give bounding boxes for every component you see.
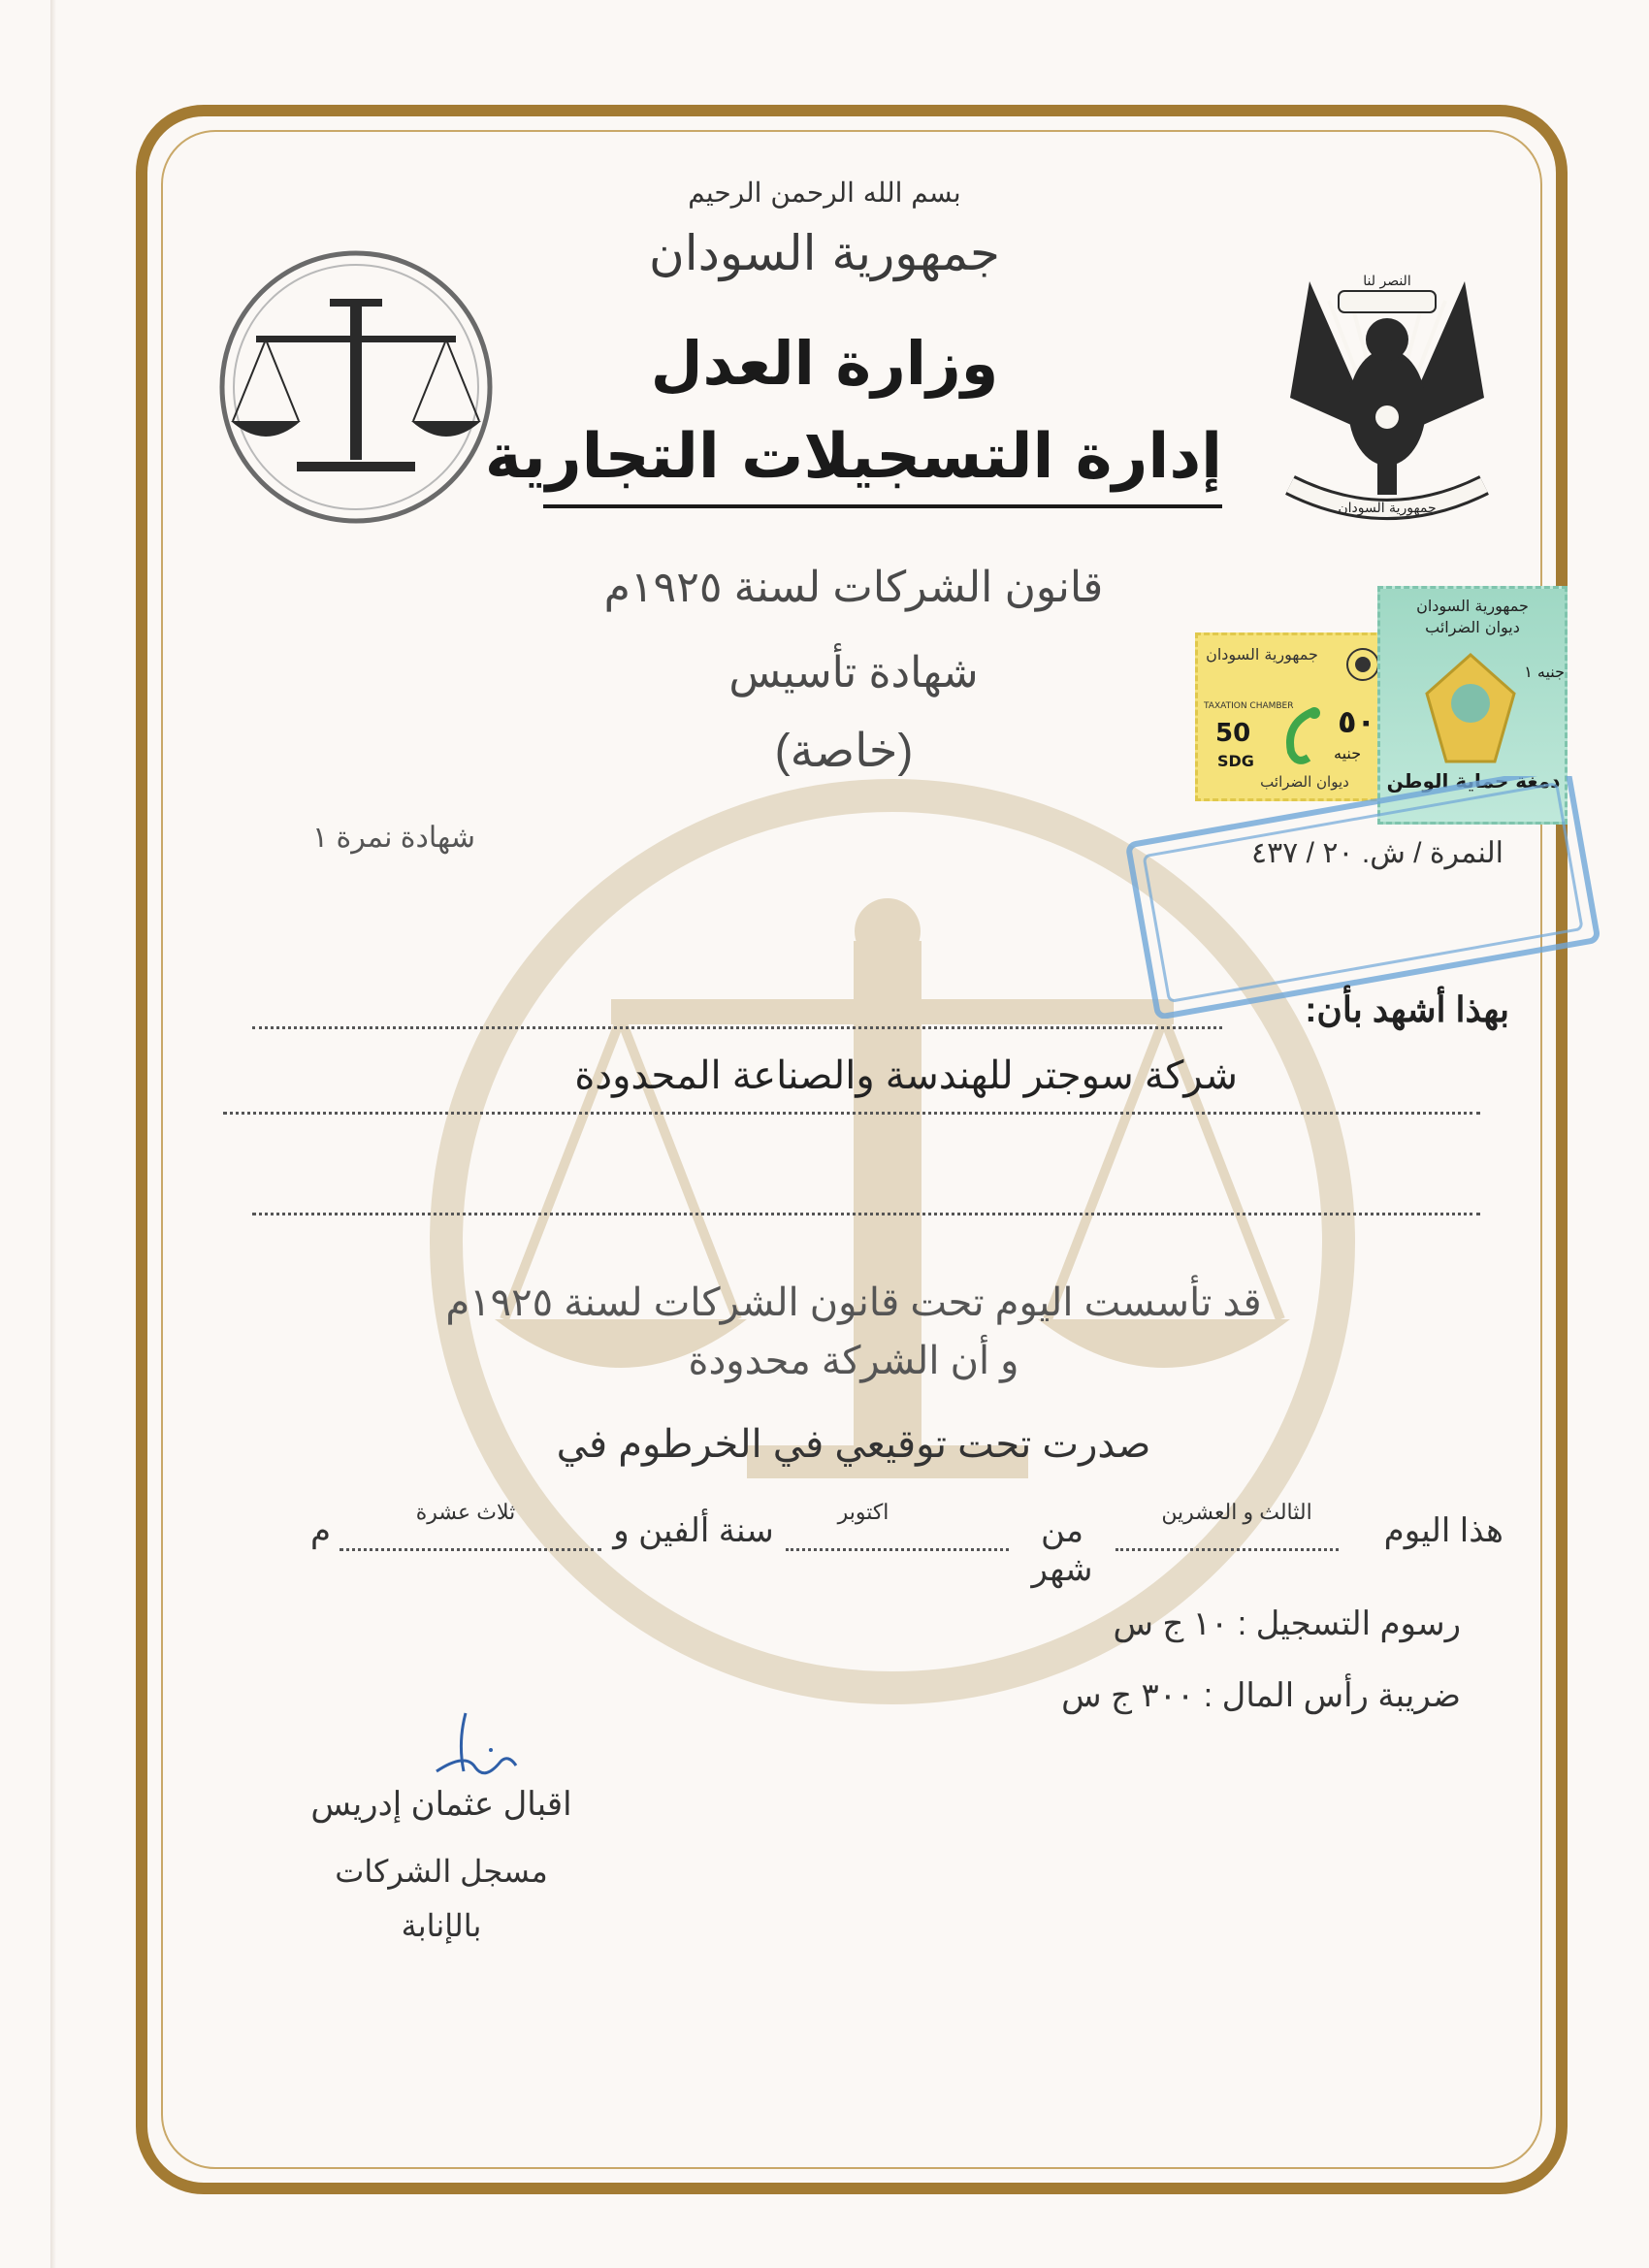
intro-dotted-line [252, 1026, 1222, 1029]
issued-statement: صدرت تحت توقيعي في الخرطوم في [556, 1423, 1151, 1466]
certificate-classification: (خاصة) [774, 726, 914, 777]
signatory-name: اقبال عثمان إدريس [310, 1786, 572, 1823]
stamp-leaf-icon [1276, 703, 1330, 771]
year-label: سنة ألفين و [613, 1512, 774, 1549]
page-left-edge [50, 0, 56, 2268]
this-day-label: هذا اليوم [1383, 1512, 1504, 1549]
signatory-capacity: بالإنابة [401, 1908, 482, 1943]
stamp-teal-header: جمهورية السودان [1416, 597, 1529, 615]
limited-liability-statement: و أن الشركة محدودة [688, 1340, 1019, 1382]
stamp-yellow-value-arabic: ٥٠ [1338, 703, 1376, 740]
stamp-yellow-chamber: TAXATION CHAMBER [1204, 701, 1294, 711]
registration-number: النمرة / ش. ٢٠ / ٤٣٧ [1250, 837, 1504, 869]
year-dotted-line [340, 1548, 601, 1551]
emblem-top-banner: النصر لنا [1363, 274, 1411, 289]
company-name: شركة سوجتر للهندسة والصناعة المحدودة [574, 1054, 1238, 1097]
certificate-type: شهادة تأسيس [728, 649, 979, 697]
certificate-number: شهادة نمرة ١ [312, 822, 475, 854]
registration-fees: رسوم التسجيل : ١٠ ج س [1113, 1605, 1461, 1642]
blank-dotted-line [252, 1213, 1480, 1215]
stamp-teal-subheader: ديوان الضرائب [1425, 618, 1520, 636]
department-title: إدارة التسجيلات التجارية [484, 421, 1223, 493]
month-label: من شهر [1031, 1512, 1093, 1588]
stamp-yellow-value-latin: 50 [1215, 719, 1251, 748]
scales-of-justice-logo-icon [215, 246, 497, 528]
stamp-teal-value: جنيه ١ [1524, 663, 1565, 681]
department-underline [543, 504, 1222, 508]
day-value: الثالث و العشرين [1161, 1500, 1312, 1524]
day-dotted-line [1116, 1548, 1339, 1551]
republic-name: جمهورية السودان [649, 225, 1000, 281]
month-value: اكتوبر [837, 1500, 889, 1524]
date-suffix: م [310, 1512, 332, 1549]
law-title: قانون الشركات لسنة ١٩٢٥م [603, 564, 1104, 611]
sudan-emblem-icon [1271, 262, 1504, 534]
blue-rubber-stamp-icon [1121, 776, 1606, 1019]
basmala: بسم الله الرحمن الرحيم [688, 177, 961, 209]
issue-date-row [310, 1500, 1504, 1588]
signatory-title: مسجل الشركات [335, 1854, 548, 1889]
certificate-intro: بهذا أشهد بأن: [1305, 989, 1509, 1029]
month-dotted-line [786, 1548, 1009, 1551]
stamp-yellow-currency-latin: SDG [1217, 752, 1254, 770]
stamp-yellow-currency-arabic: جنيه [1334, 744, 1362, 762]
company-dotted-line [223, 1112, 1480, 1115]
capital-tax: ضريبة رأس المال : ٣٠٠ ج س [1061, 1677, 1461, 1714]
stamp-teal-footer: دمغة حماية الوطن [1386, 769, 1561, 793]
stamp-seal-icon [1343, 645, 1382, 684]
ministry-title: وزارة العدل [650, 328, 999, 399]
stamp-yellow-header: جمهورية السودان [1206, 645, 1318, 664]
incorporation-statement: قد تأسست اليوم تحت قانون الشركات لسنة ١٩٢٥م [445, 1281, 1262, 1324]
year-value: ثلاث عشرة [415, 1500, 516, 1524]
emblem-bottom-banner: جمهورية السودان [1338, 501, 1437, 516]
stamp-yellow-footer: ديوان الضرائب [1260, 773, 1349, 791]
